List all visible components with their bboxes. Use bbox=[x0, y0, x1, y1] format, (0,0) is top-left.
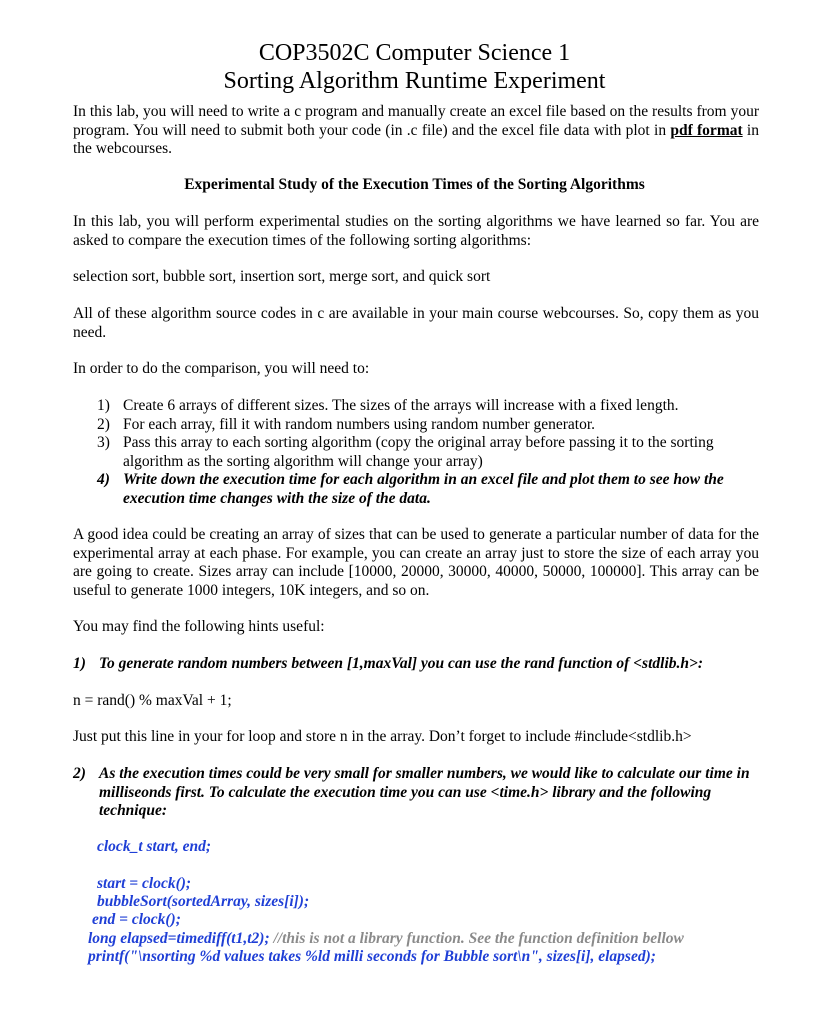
hint-number: 2) bbox=[73, 765, 86, 782]
step-item-1 bbox=[97, 397, 757, 416]
step-number: 3) bbox=[97, 434, 110, 451]
intro-paragraph bbox=[73, 103, 759, 159]
hint-1 bbox=[73, 655, 763, 674]
step-item-2 bbox=[97, 416, 757, 435]
code-elapsed-line bbox=[88, 930, 684, 949]
step-item-3 bbox=[97, 434, 757, 471]
document-subtitle: Sorting Algorithm Runtime Experiment bbox=[223, 68, 606, 94]
rand-code-line: n = rand() % maxVal + 1; bbox=[73, 692, 232, 709]
include-note: Just put this line in your for loop and store n in the array. Don’t forget to include #include<stdlib.h> bbox=[73, 728, 692, 745]
document-title: COP3502C Computer Science 1 bbox=[258, 40, 571, 66]
code-end-clock: end = clock(); bbox=[92, 911, 181, 928]
step-item-4 bbox=[97, 471, 757, 508]
step-text: Write down the execution time for each algorithm in an excel file and plot them to see how the execution time changes with the size of the data. bbox=[123, 471, 724, 507]
step-number: 1) bbox=[97, 397, 110, 414]
hint-2 bbox=[73, 765, 763, 821]
intro-text-after: in the webcourses. bbox=[73, 121, 759, 157]
step-text: Create 6 arrays of different sizes. The sizes of the arrays will increase with a fixed length. bbox=[123, 397, 679, 414]
idea-paragraph: A good idea could be creating an array of sizes that can be used to generate a particular number of data for the experimental array at each phase. For example, you can create an array just to store the size of each array you are going to create. Sizes array can include [10000, 20000, 30000, 40000, 50000, 100000]. This array can be useful to generate 1000 integers, 10K integers, and so on. bbox=[73, 526, 759, 599]
step-text: Pass this array to each sorting algorithm (copy the original array before passing it to the sorting algorithm as the sorting algorithm will change your array) bbox=[123, 434, 714, 470]
hint-text: As the execution times could be very small for smaller numbers, we would like to calculate our time in milliseonds first. To calculate the execution time you can use <time.h> library and the following technique: bbox=[99, 765, 750, 819]
code-clock-declaration: clock_t start, end; bbox=[97, 838, 212, 855]
code-bubble-sort-call: bubbleSort(sortedArray, sizes[i]); bbox=[97, 893, 310, 910]
intro-text-before: In this lab, you will need to write a c program and manually create an excel file based on the results from your program. You will need to submit both your code (in .c file) and the excel file data with plot in bbox=[73, 103, 759, 139]
study-paragraph: In this lab, you will perform experimental studies on the sorting algorithms we have learned so far. You are asked to compare the execution times of the following sorting algorithms: bbox=[73, 213, 759, 249]
hint-text: To generate random numbers between [1,maxVal] you can use the rand function of <stdlib.h>: bbox=[99, 655, 703, 672]
hint-number: 1) bbox=[73, 655, 86, 672]
code-elapsed-comment: //this is not a library function. See the function definition bellow bbox=[269, 930, 684, 947]
algorithms-line: selection sort, bubble sort, insertion sort, merge sort, and quick sort bbox=[73, 268, 491, 285]
step-number: 2) bbox=[97, 415, 110, 433]
hints-intro: You may find the following hints useful: bbox=[73, 618, 325, 635]
code-start-clock: start = clock(); bbox=[97, 875, 192, 892]
step-text: For each array, fill it with random numbers using random number generator. bbox=[123, 415, 596, 433]
code-elapsed: long elapsed=timediff(t1,t2); bbox=[88, 930, 270, 947]
section-heading: Experimental Study of the Execution Times of the Sorting Algorithms bbox=[184, 176, 645, 193]
sources-paragraph: All of these algorithm source codes in c are available in your main course webcourses. So, copy them as you need. bbox=[73, 305, 759, 341]
code-printf-line: printf("\nsorting %d values takes %ld milli seconds for Bubble sort\n", sizes[i], elapsed); bbox=[88, 948, 656, 965]
pdf-format-emphasis: pdf format bbox=[670, 121, 743, 139]
step-number: 4) bbox=[97, 471, 110, 488]
comparison-intro: In order to do the comparison, you will need to: bbox=[73, 360, 370, 377]
